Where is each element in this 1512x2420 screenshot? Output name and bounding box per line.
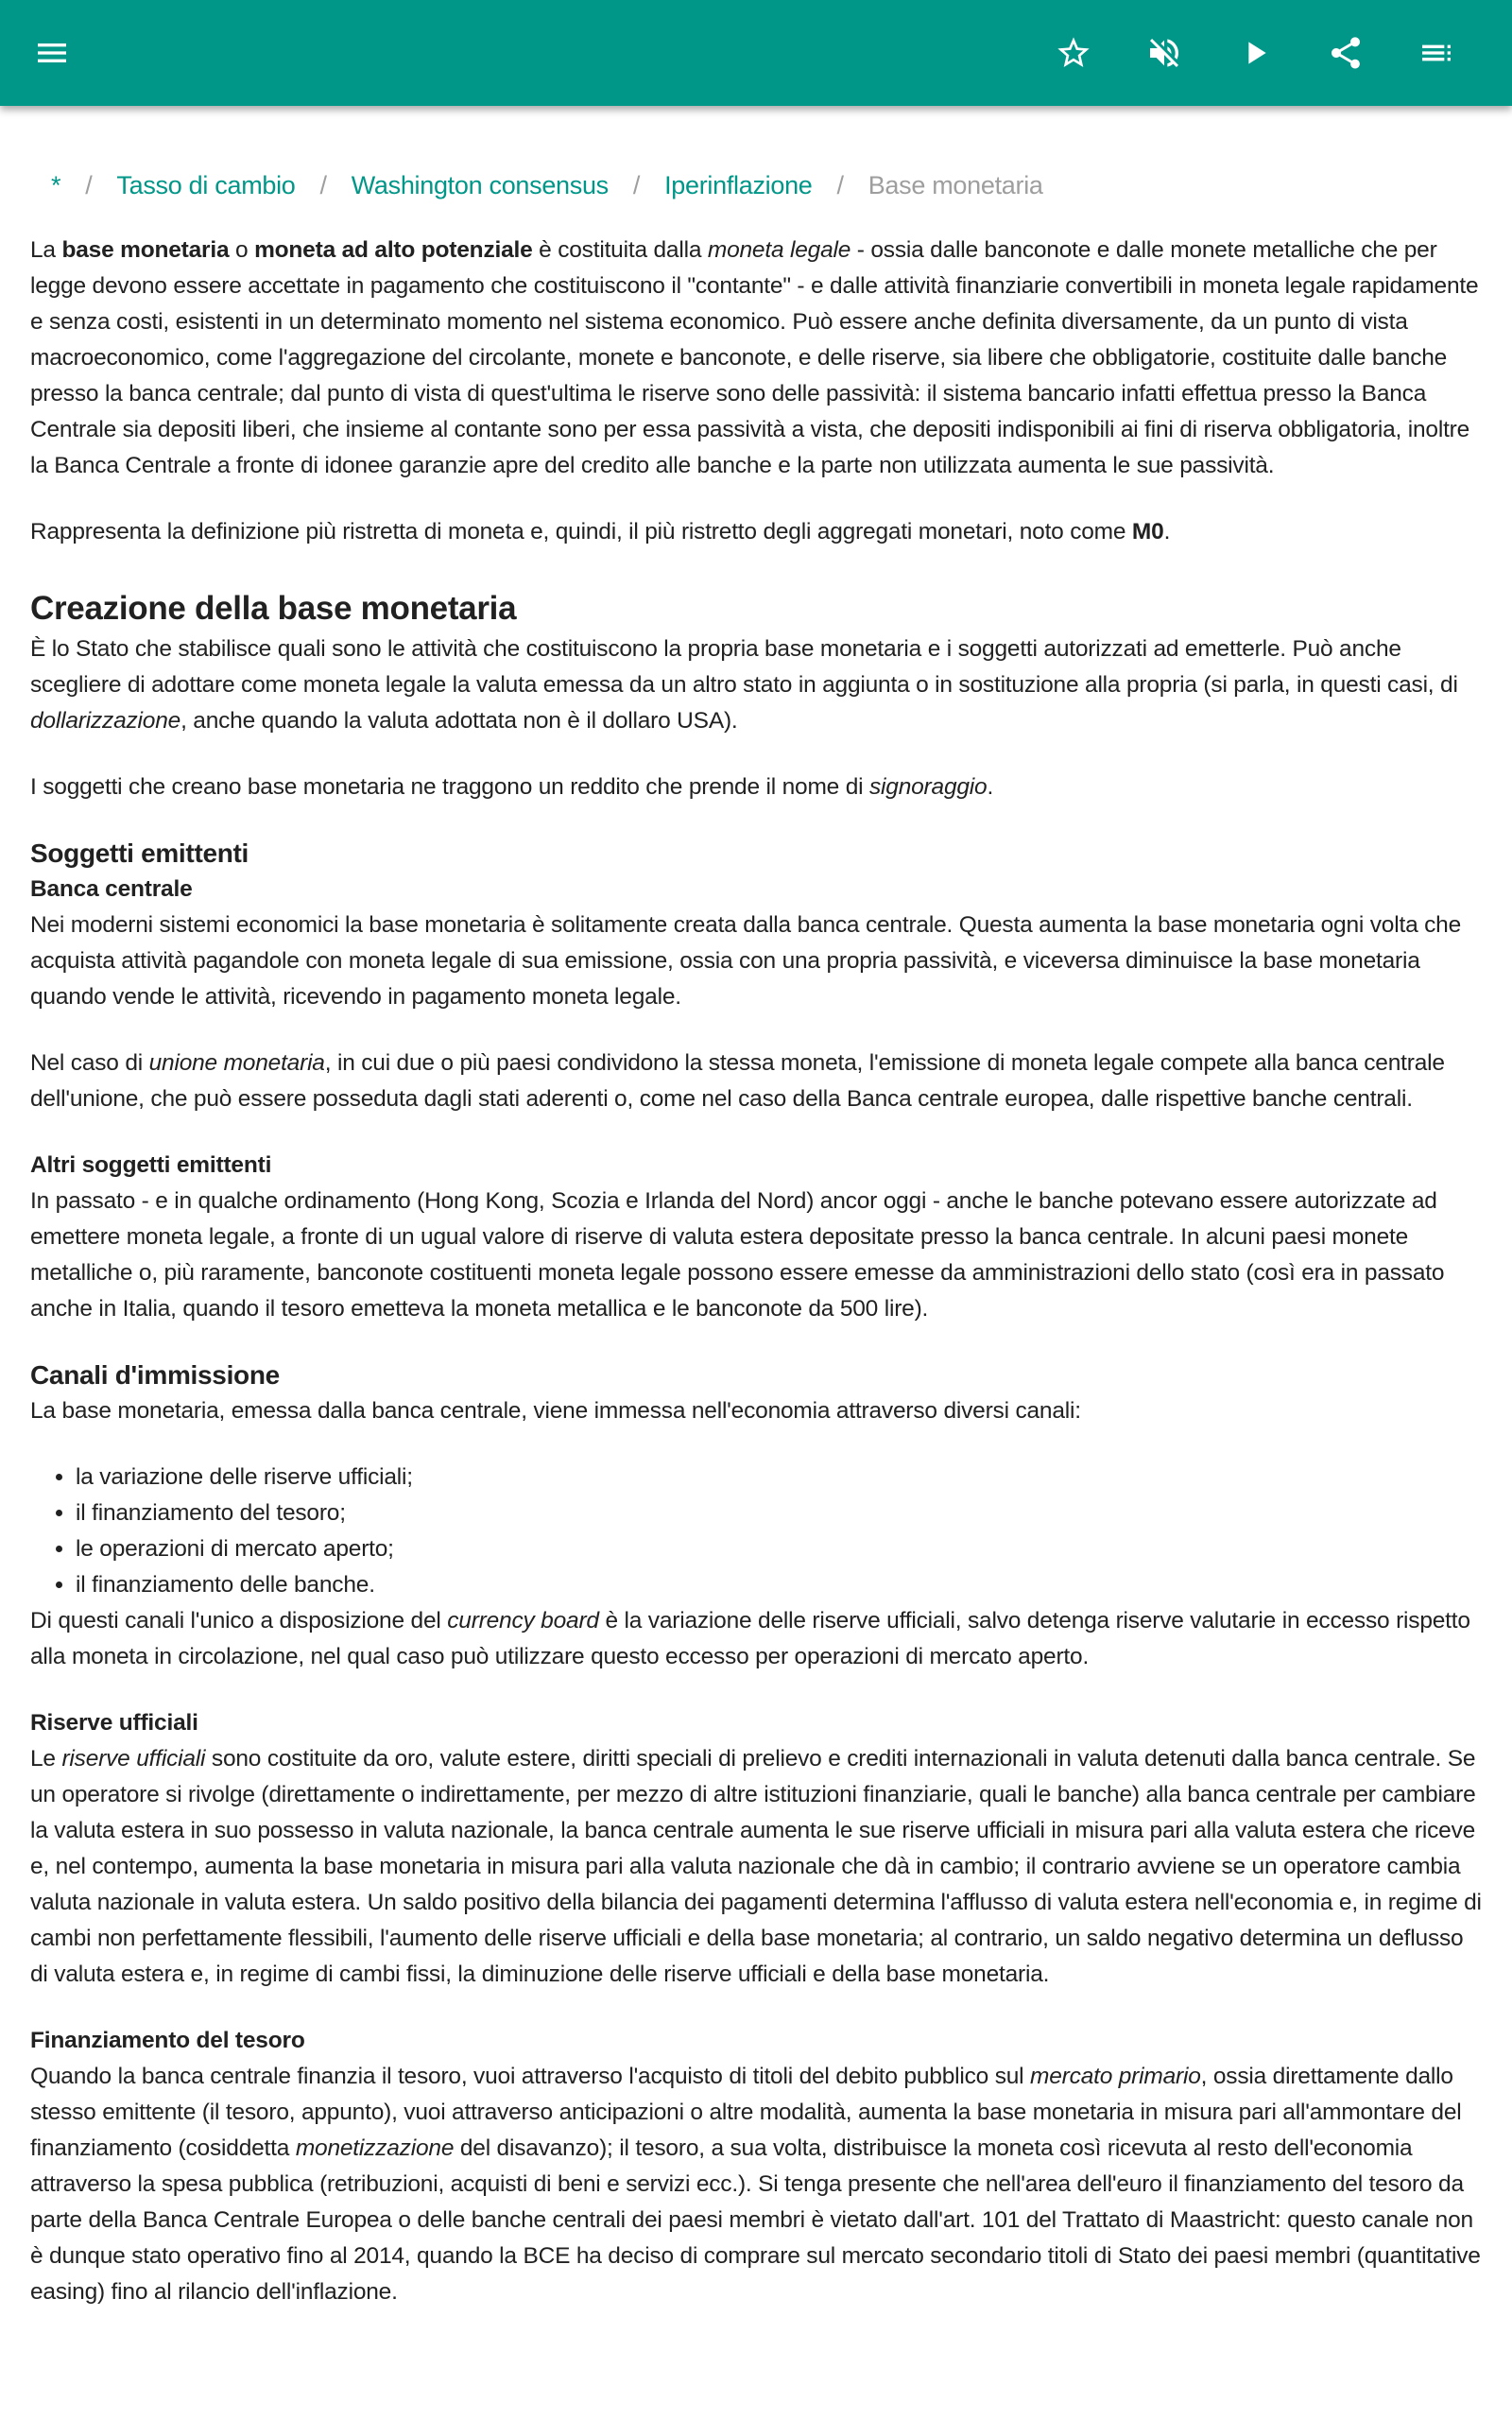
banca-centrale-paragraph-2 bbox=[30, 1046, 1482, 1117]
share-icon bbox=[1327, 34, 1365, 72]
breadcrumb-separator: / bbox=[632, 171, 641, 199]
heading-canali: Canali d'immissione bbox=[30, 1360, 280, 1390]
heading-riserve-ufficiali: Riserve ufficiali bbox=[30, 1710, 198, 1736]
list-item: • il finanziamento del tesoro; bbox=[76, 1495, 1482, 1531]
heading-altri-soggetti: Altri soggetti emittenti bbox=[30, 1152, 272, 1178]
heading-banca-centrale: Banca centrale bbox=[30, 876, 193, 902]
list-item: • la variazione delle riserve ufficiali; bbox=[76, 1460, 1482, 1495]
toc-list-icon bbox=[1418, 34, 1455, 72]
hamburger-menu-icon bbox=[33, 34, 71, 72]
breadcrumb-separator: / bbox=[85, 171, 93, 199]
banca-centrale-paragraph-1: Nei moderni sistemi economici la base monetaria è solitamente creata dalla banca centrale. Questa aumenta la base monetaria ogni volta che acquista attività pagandole con moneta legale di sua emissione, ossia con una propria passività, e viceversa diminuisce la base monetaria quando vende le attività, ricevendo in pagamento moneta legale. bbox=[30, 912, 1462, 1010]
bold-term: base monetaria bbox=[61, 237, 230, 263]
text: I soggetti che creano base monetaria ne traggono un reddito che prende il nome di bbox=[30, 774, 869, 800]
italic-term: moneta legale bbox=[707, 237, 851, 263]
volume-off-icon bbox=[1145, 34, 1183, 72]
text: o bbox=[229, 237, 255, 263]
breadcrumb-tasso-di-cambio[interactable]: Tasso di cambio bbox=[116, 171, 296, 199]
altri-soggetti-paragraph: In passato - e in qualche ordinamento (Hong Kong, Scozia e Irlanda del Nord) ancor oggi - anche le banche potevano essere autorizzate ad emettere moneta legale, a fronte di un ugual valore di riserve di valuta estera depositate presso la banca centrale. In alcuni paesi monete metalliche o, più raramente, banconote costituenti moneta legale possono essere emesse da amministrazioni dello stato (così era in passato anche in Italia, quando il tesoro emetteva la moneta metallica e le banconote da 500 lire). bbox=[30, 1188, 1445, 1322]
breadcrumb-iperinflazione[interactable]: Iperinflazione bbox=[664, 171, 813, 199]
text: È lo Stato che stabilisce quali sono le attività che costituiscono la propria base monetaria e i soggetti autorizzati ad emetterle. Può anche scegliere di adottare come moneta legale la valuta emessa da un altro stato in aggiunta o in sostituzione alla propria (si parla, in questi casi, di bbox=[30, 636, 1458, 698]
article-content bbox=[30, 106, 1482, 2341]
text: del disavanzo); il tesoro, a sua volta, distribuisce la moneta così ricevuta al resto dell'economia attraverso la spesa pubblica (retribuzioni, acquisti di beni e servizi ecc.). Si tenga presente che nell'area dell'euro il finanziamento del tesoro da parte della Banca Centrale Europea o delle banche centrali dei paesi membri è vietato dall'art. 101 del Trattato di Maastricht: questo canale non è dunque stato operativo fino al 2014, quando la BCE ha deciso di comprare sul mercato secondario titoli di Stato dei paesi membri (quantitative easing) fino al rilancio dell'inflazione. bbox=[30, 2135, 1481, 2305]
creazione-paragraph-1 bbox=[30, 631, 1482, 739]
bookmark-star-button[interactable] bbox=[1043, 23, 1104, 83]
text: è costituita dalla bbox=[532, 237, 708, 263]
breadcrumb-home[interactable]: * bbox=[51, 171, 61, 199]
text: , ossia direttamente dallo stesso emittente (il tesoro, appunto), vuoi attraverso anticipazioni o altre modalità, aumenta la base monetaria in misura pari all'ammontare del finanziamento (cosiddetta bbox=[30, 2064, 1462, 2161]
breadcrumb-washington-consensus[interactable]: Washington consensus bbox=[351, 171, 609, 199]
bold-term: M0 bbox=[1131, 519, 1164, 544]
italic-term: monetizzazione bbox=[295, 2135, 455, 2161]
italic-term: riserve ufficiali bbox=[61, 1746, 206, 1772]
italic-term: signoraggio bbox=[868, 774, 988, 800]
riserve-ufficiali-paragraph bbox=[30, 1741, 1482, 1993]
list-item: • il finanziamento delle banche. bbox=[76, 1567, 1482, 1603]
text: , in cui due o più paesi condividono la stessa moneta, l'emissione di moneta legale compete alla banca centrale dell'unione, che può essere posseduta dagli stati aderenti o, come nel caso della Banca centrale europea, dalle rispettive banche centrali. bbox=[30, 1050, 1445, 1112]
canali-intro: La base monetaria, emessa dalla banca centrale, viene immessa nell'economia attraverso diversi canali: bbox=[30, 1398, 1081, 1424]
text: è la variazione delle riserve ufficiali, salvo detenga riserve valutarie in eccesso rispetto alla moneta in circolazione, nel qual caso può utilizzare questo eccesso per operazioni di mercato aperto. bbox=[30, 1608, 1470, 1669]
app-bar bbox=[0, 0, 1512, 106]
currency-board-paragraph bbox=[30, 1603, 1482, 1675]
hamburger-menu-button[interactable] bbox=[22, 23, 82, 83]
mute-button[interactable] bbox=[1134, 23, 1194, 83]
table-of-contents-button[interactable] bbox=[1406, 23, 1467, 83]
finanziamento-tesoro-paragraph bbox=[30, 2059, 1482, 2310]
text: Rappresenta la definizione più ristretta di moneta e, quindi, il più ristretto degli aggregati monetari, noto come bbox=[30, 519, 1132, 544]
breadcrumb-separator: / bbox=[836, 171, 844, 199]
text: Nel caso di bbox=[30, 1050, 149, 1076]
heading-soggetti-emittenti: Soggetti emittenti bbox=[30, 838, 249, 868]
italic-term: currency board bbox=[447, 1608, 599, 1634]
text: , anche quando la valuta adottata non è il dollaro USA). bbox=[180, 708, 738, 734]
text: sono costituite da oro, valute estere, diritti speciali di prelievo e crediti internazionali in valuta detenuti dalla banca centrale. Se un operatore si rivolge (direttamente o indirettamente, per mezzo di altre istituzioni finanziarie, quali le banche) alla banca centrale per cambiare la valuta estera in suo possesso in valuta nazionale, la banca centrale aumenta le sue riserve ufficiali in misura pari alla valuta estera che riceve e, nel contempo, aumenta la base monetaria in misura pari alla valuta nazionale che dà in cambio; il contrario avviene se un operatore cambia valuta nazionale in valuta estera. Un saldo positivo della bilancia dei pagamenti determina l'afflusso di valuta estera nell'economia e, in regime di cambi non perfettamente flessibili, l'aumento delle riserve ufficiali e della base monetaria; al contrario, un saldo negativo determina un deflusso di valuta estera e, in regime di cambi fissi, la diminuzione delle riserve ufficiali e della base monetaria. bbox=[30, 1746, 1482, 1987]
text: Quando la banca centrale finanzia il tesoro, vuoi attraverso l'acquisto di titoli del debito pubblico sul bbox=[30, 2064, 1031, 2089]
list-item: • le operazioni di mercato aperto; bbox=[76, 1531, 1482, 1567]
breadcrumb-current: Base monetaria bbox=[868, 171, 1043, 199]
star-outline-icon bbox=[1055, 34, 1092, 72]
creazione-paragraph-2 bbox=[30, 769, 1482, 805]
text: La bbox=[30, 237, 62, 263]
heading-finanziamento-tesoro: Finanziamento del tesoro bbox=[30, 2028, 305, 2053]
play-icon bbox=[1236, 34, 1274, 72]
definition-paragraph bbox=[30, 514, 1482, 550]
canali-list bbox=[30, 1460, 1482, 1603]
heading-creazione: Creazione della base monetaria bbox=[30, 590, 517, 627]
text: . bbox=[1163, 519, 1171, 544]
breadcrumb bbox=[30, 163, 1482, 208]
text: - ossia dalle banconote e dalle monete metalliche che per legge devono essere accettate in pagamento che costituiscono il "contante" - e dalle attività finanziarie convertibili in moneta legale rapidamente e senza costi, esistenti in un determinato momento nel sistema economico. Può essere anche definita diversamente, da un punto di vista macroeconomico, come l'aggregazione del circolante, monete e banconote, e delle riserve, sia libere che obbligatorie, costituite dalle banche presso la banca centrale; dal punto di vista di quest'ultima le riserve sono delle passività: il sistema bancario infatti effettua presso la Banca Centrale sia depositi liberi, che insieme al contante sono per essa passività a vista, che depositi indisponibili ai fini di riserva obbligatoria, inoltre la Banca Centrale a fronte di idonee garanzie apre del credito alle banche e la parte non utilizzata aumenta le sue passività. bbox=[30, 237, 1479, 478]
italic-term: unione monetaria bbox=[148, 1050, 325, 1076]
italic-term: dollarizzazione bbox=[30, 708, 181, 734]
text: Le bbox=[30, 1746, 62, 1772]
italic-term: mercato primario bbox=[1030, 2064, 1201, 2089]
bold-term: moneta ad alto potenziale bbox=[254, 237, 533, 263]
text: Di questi canali l'unico a disposizione del bbox=[30, 1608, 448, 1634]
play-button[interactable] bbox=[1225, 23, 1285, 83]
share-button[interactable] bbox=[1315, 23, 1376, 83]
breadcrumb-separator: / bbox=[319, 171, 327, 199]
intro-paragraph bbox=[30, 233, 1482, 484]
text: . bbox=[987, 774, 994, 800]
